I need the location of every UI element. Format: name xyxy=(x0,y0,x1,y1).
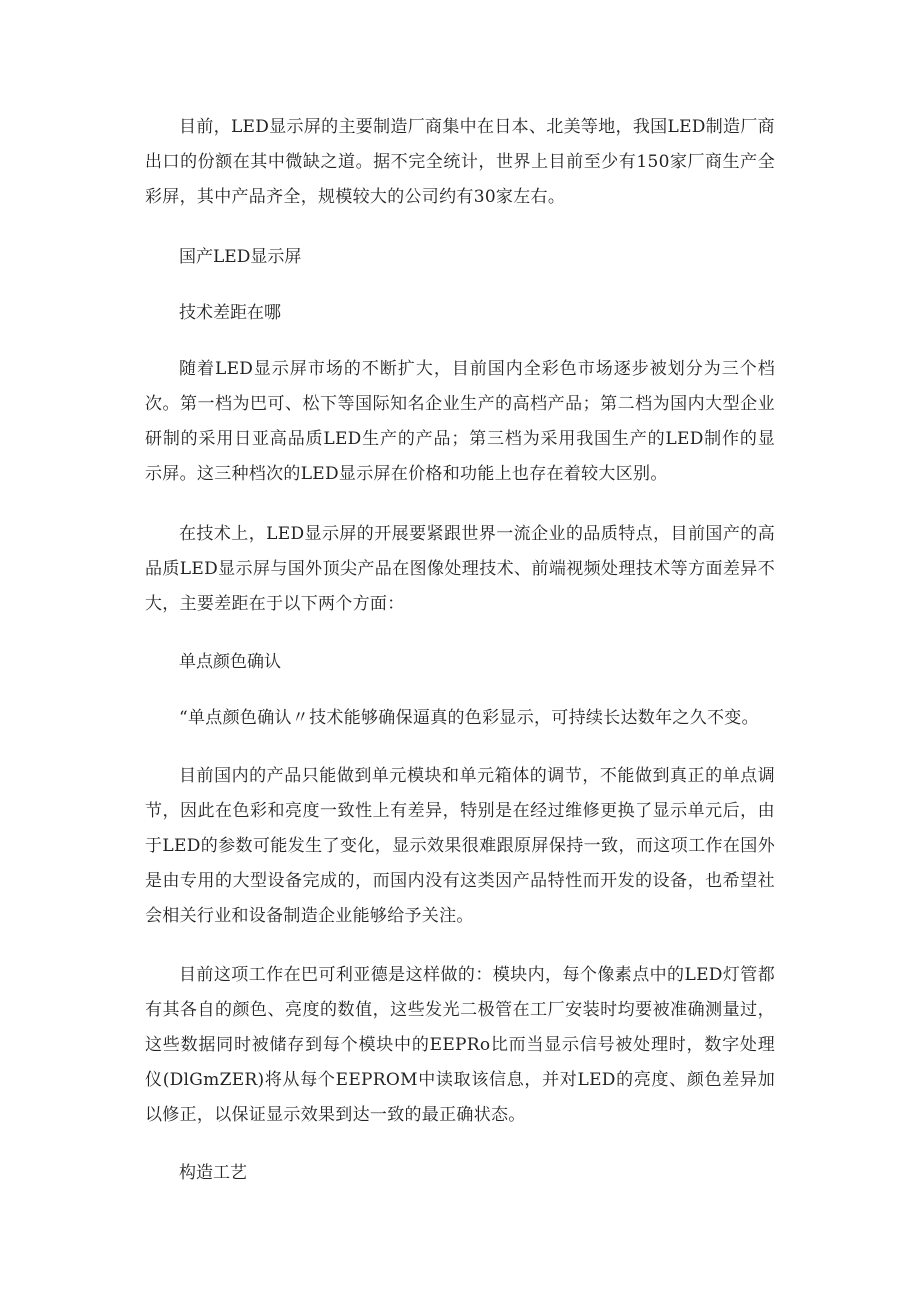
heading-technology-gap: 技术差距在哪 xyxy=(179,303,281,323)
heading-construction-process: 构造工艺 xyxy=(179,1163,247,1183)
paragraph-technology-comparison: 在技术上，LED显示屏的开展要紧跟世界一流企业的品质特点，目前国产的高品质LED显示屏与国外顶尖产品在图像处理技术、前端视频处理技术等方面差异不大，主要差距在于以下两个方面： xyxy=(145,524,775,614)
heading-single-point-color: 单点颜色确认 xyxy=(179,652,281,672)
paragraph-color-confirmation: “单点颜色确认〃技术能够确保逼真的色彩显示，可持续长达数年之久不变。 xyxy=(179,708,759,728)
paragraph-market-tiers: 随着LED显示屏市场的不断扩大，目前国内全彩色市场逐步被划分为三个档次。第一档为巴可、松下等国际知名企业生产的高档产品；第二档为国内大型企业研制的采用日亚高品质LED生产的产品；第三档为采用我国生产的LED制作的显示屏。这三种档次的LED显示屏在价格和功能上也存在着较大区别。 xyxy=(145,359,775,484)
paragraph-domestic-adjustment: 目前国内的产品只能做到单元模块和单元箱体的调节，不能做到真正的单点调节，因此在色彩和亮度一致性上有差异，特别是在经过维修更换了显示单元后，由于LED的参数可能发生了变化，显示效果很难跟原屏保持一致，而这项工作在国外是由专用的大型设备完成的，而国内没有这类因产品特性而开发的设备，也希望社会相关行业和设备制造企业能够给予关注。 xyxy=(145,766,775,926)
paragraph-barco-process: 目前这项工作在巴可利亚德是这样做的：模块内，每个像素点中的LED灯管都有其各自的颜色、亮度的数值，这些发光二极管在工厂安装时均要被准确测量过，这些数据同时被储存到每个模块中的EEPRo比而当显示信号被处理时，数字处理仪(DlGmZER)将从每个EEPROM中读取该信息，并对LED的亮度、颜色差异加以修正，以保证显示效果到达一致的最正确状态。 xyxy=(145,965,775,1125)
paragraph-manufacturers: 目前，LED显示屏的主要制造厂商集中在日本、北美等地，我国LED制造厂商出口的份额在其中微缺之道。据不完全统计，世界上目前至少有150家厂商生产全彩屏，其中产品齐全，规模较大的公司约有30家左右。 xyxy=(145,117,775,207)
heading-domestic-led-display: 国产LED显示屏 xyxy=(179,247,302,267)
